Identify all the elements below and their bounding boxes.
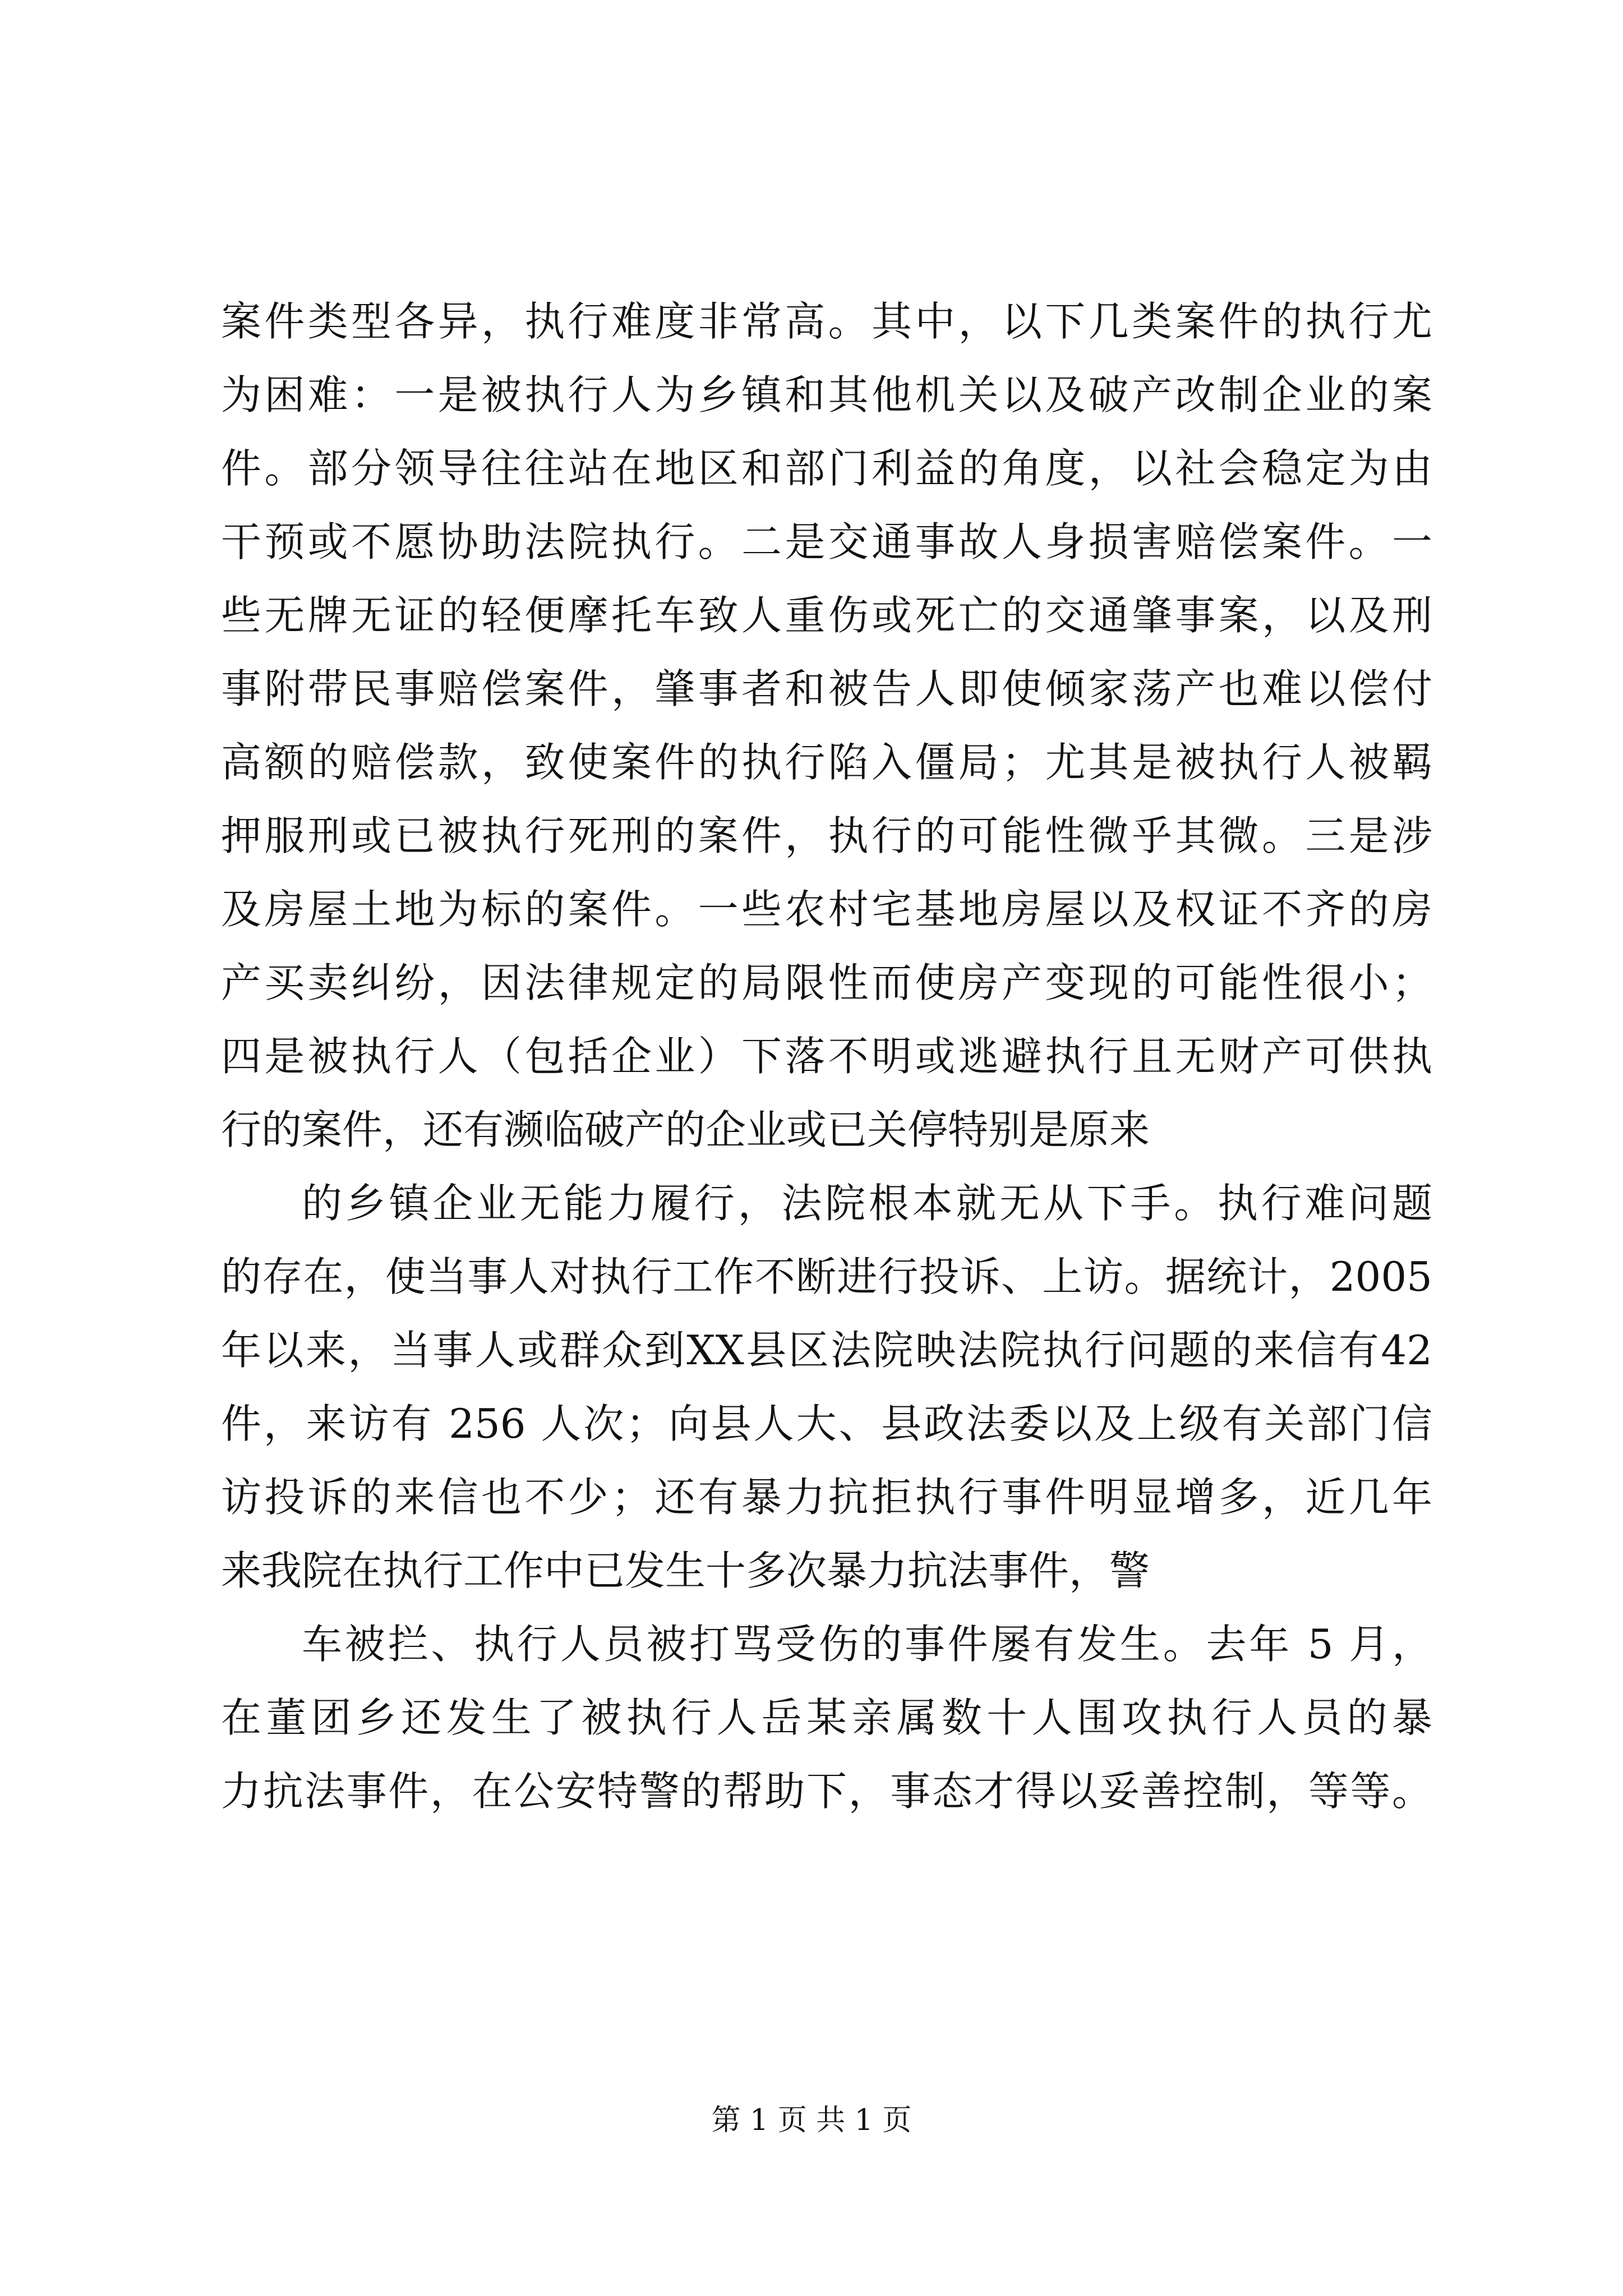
paragraph-1-line-7: 高额的赔偿款，致使案件的执行陷入僵局；尤其是被执行人被羁 xyxy=(221,739,1432,786)
paragraph-1-line-6: 事附带民事赔偿案件，肇事者和被告人即使倾家荡产也难以偿付 xyxy=(221,665,1432,712)
paragraph-2-line-1: 的乡镇企业无能力履行，法院根本就无从下手。执行难问题 xyxy=(302,1180,1432,1227)
paragraph-3-line-3: 力抗法事件，在公安特警的帮助下，事态才得以妥善控制，等等。 xyxy=(221,1768,1432,1815)
paragraph-1-line-11: 四是被执行人（包括企业）下落不明或逃避执行且无财产可供执 xyxy=(221,1033,1432,1080)
paragraph-2-line-2: 的存在，使当事人对执行工作不断进行投诉、上访。据统计，2005 xyxy=(221,1253,1432,1300)
paragraph-3-line-2: 在董团乡还发生了被执行人岳某亲属数十人围攻执行人员的暴 xyxy=(221,1694,1432,1741)
paragraph-1-line-1: 案件类型各异，执行难度非常高。其中，以下几类案件的执行尤 xyxy=(221,298,1432,345)
paragraph-1-line-3: 件。部分领导往往站在地区和部门利益的角度，以社会稳定为由 xyxy=(221,445,1432,492)
paragraph-1-line-8: 押服刑或已被执行死刑的案件，执行的可能性微乎其微。三是涉 xyxy=(221,812,1432,859)
paragraph-1-line-2: 为困难：一是被执行人为乡镇和其他机关以及破产改制企业的案 xyxy=(221,371,1432,418)
paragraph-2-line-5: 访投诉的来信也不少；还有暴力抗拒执行事件明显增多，近几年 xyxy=(221,1474,1432,1521)
paragraph-1-line-12: 行的案件，还有濒临破产的企业或已关停特别是原来 xyxy=(221,1106,1150,1153)
paragraph-1-line-9: 及房屋土地为标的案件。一些农村宅基地房屋以及权证不齐的房 xyxy=(221,886,1432,933)
paragraph-2-line-4: 件，来访有 256 人次；向县人大、县政法委以及上级有关部门信 xyxy=(221,1400,1432,1447)
paragraph-2-line-6: 来我院在执行工作中已发生十多次暴力抗法事件，警 xyxy=(221,1547,1150,1594)
paragraph-1-line-5: 些无牌无证的轻便摩托车致人重伤或死亡的交通肇事案，以及刑 xyxy=(221,592,1432,639)
paragraph-3-line-1: 车被拦、执行人员被打骂受伤的事件屡有发生。去年 5 月， xyxy=(302,1621,1432,1668)
paragraph-1-line-4: 干预或不愿协助法院执行。二是交通事故人身损害赔偿案件。一 xyxy=(221,518,1432,565)
document-body xyxy=(221,285,1432,1828)
paragraph-1-line-10: 产买卖纠纷，因法律规定的局限性而使房产变现的可能性很小； xyxy=(221,959,1432,1006)
paragraph-2-line-3: 年以来，当事人或群众到XX县区法院映法院执行问题的来信有42 xyxy=(221,1327,1432,1374)
page-footer: 第 1 页 共 1 页 xyxy=(711,2104,912,2137)
